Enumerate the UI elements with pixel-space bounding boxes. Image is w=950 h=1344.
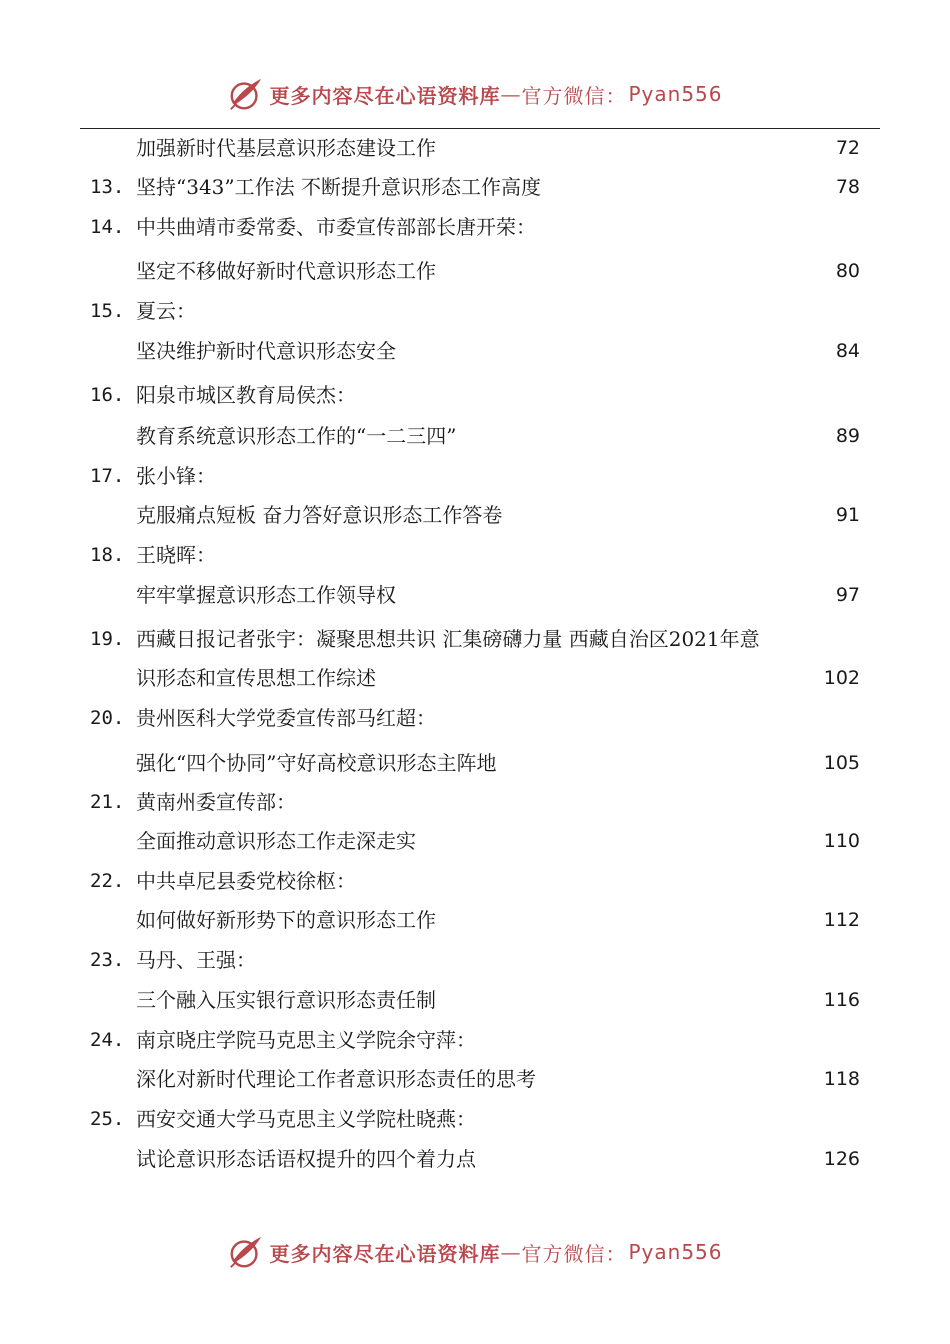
toc-entry-page: 112 [823,909,860,931]
toc-entry [90,336,860,366]
toc-entry-page: 72 [835,137,860,159]
footer-banner [0,1232,950,1272]
toc-entry-page: 89 [835,425,860,447]
toc-entry-number: 19. [90,628,125,650]
toc-entry [90,256,860,286]
toc-entry [90,866,860,896]
toc-entry-number: 25. [90,1108,125,1130]
toc-entry [90,1025,860,1055]
toc-entry-number: 16. [90,384,125,406]
toc-entry [90,1064,860,1094]
toc-entry-title: 马丹、王强： [136,948,256,972]
toc-entry-title: 王晓晖： [136,543,216,567]
toc-entry-number: 15. [90,300,125,322]
toc-entry-title: 夏云： [136,299,196,323]
toc-entry-page: 84 [835,340,860,362]
toc-entry-title: 黄南州委宣传部： [136,790,296,814]
toc-entry [90,703,860,733]
toc-entry [90,133,860,163]
toc-entry-page: 97 [835,584,860,606]
toc-entry [90,787,860,817]
banner-wechat-id: Pyan556 [628,1240,723,1264]
toc-entry-number: 21. [90,791,125,813]
toc-entry-title: 加强新时代基层意识形态建设工作 [136,136,436,160]
toc-entry [90,905,860,935]
toc-entry-number: 18. [90,544,125,566]
toc-entry-page: 80 [835,260,860,282]
toc-entry [90,985,860,1015]
toc-entry [90,172,860,202]
toc-entry-number: 13. [90,176,125,198]
toc-entry [90,580,860,610]
toc-entry-page: 116 [823,989,860,1011]
toc-entry-page: 102 [823,667,860,689]
toc-entry [90,624,860,654]
banner-label: 官方微信： [521,83,627,108]
toc-entry-title: 中共卓尼县委党校徐枢： [136,869,356,893]
toc-entry-number: 23. [90,949,125,971]
toc-entry-number: 14. [90,216,125,238]
toc-entry [90,748,860,778]
toc-entry-title: 克服痛点短板 奋力答好意识形态工作答卷 [136,503,503,527]
toc-entry-number: 22. [90,870,125,892]
toc-entry-title: 坚持“343”工作法 不断提升意识形态工作高度 [136,175,541,199]
toc-entry [90,461,860,491]
toc-entry-title: 贵州医科大学党委宣传部马红超： [136,706,436,730]
toc-entry-title: 坚定不移做好新时代意识形态工作 [136,259,436,283]
toc-entry [90,500,860,530]
toc-entry [90,421,860,451]
toc-entry-page: 78 [835,176,860,198]
banner-label: 官方微信： [521,1241,627,1266]
toc-entry-title: 张小锋： [136,464,216,488]
banner-dash: — [500,82,522,106]
toc-entry [90,212,860,242]
toc-entry-page: 126 [823,1148,860,1170]
toc-entry-title: 中共曲靖市委常委、市委宣传部部长唐开荣： [136,215,536,239]
toc-entry-title: 全面推动意识形态工作走深走实 [136,829,416,853]
toc-entry-title: 强化“四个协同”守好高校意识形态主阵地 [136,751,497,775]
toc-entry [90,945,860,975]
toc-entry-title: 教育系统意识形态工作的“一二三四” [136,424,457,448]
toc-entry-title: 试论意识形态话语权提升的四个着力点 [136,1147,476,1171]
toc-entry-number: 24. [90,1029,125,1051]
toc-entry-title: 西安交通大学马克思主义学院杜晓燕： [136,1107,476,1131]
toc-entry-title: 西藏日报记者张宇：凝聚思想共识 汇集磅礴力量 西藏自治区2021年意 [136,627,760,651]
toc-entry-title: 南京晓庄学院马克思主义学院余守萍： [136,1028,476,1052]
banner-main-text: 更多内容尽在心语资料库 [269,83,501,108]
toc-entry-title: 深化对新时代理论工作者意识形态责任的思考 [136,1067,536,1091]
toc-entry [90,540,860,570]
toc-entry [90,826,860,856]
banner-dash: — [500,1240,522,1264]
toc-entry [90,1144,860,1174]
toc-entry-page: 110 [823,830,860,852]
banner-main-text: 更多内容尽在心语资料库 [269,1241,501,1266]
toc-entry [90,380,860,410]
toc-entry-page: 91 [835,504,860,526]
toc-entry-page: 118 [823,1068,860,1090]
quill-logo-icon [227,1233,265,1271]
toc-entry-title: 三个融入压实银行意识形态责任制 [136,988,436,1012]
toc-entry-title: 坚决维护新时代意识形态安全 [136,339,396,363]
toc-entry-page: 105 [823,752,860,774]
toc-entry-title: 阳泉市城区教育局侯杰： [136,383,356,407]
toc-entry [90,1104,860,1134]
toc-entry-title: 牢牢掌握意识形态工作领导权 [136,583,396,607]
toc-entry-number: 20. [90,707,125,729]
toc-entry [90,663,860,693]
toc-entry-title: 识形态和宣传思想工作综述 [136,666,376,690]
toc-entry-number: 17. [90,465,125,487]
banner-wechat-id: Pyan556 [628,82,723,106]
toc-entry [90,296,860,326]
toc-entry-title: 如何做好新形势下的意识形态工作 [136,908,436,932]
